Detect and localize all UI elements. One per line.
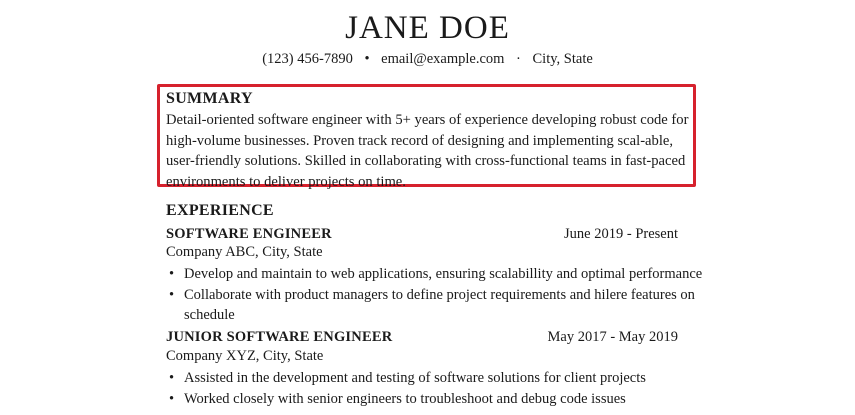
contact-separator: · xyxy=(516,51,521,67)
job-bullets xyxy=(166,264,706,326)
bullet-icon: • xyxy=(169,266,175,282)
bullet-icon: • xyxy=(169,370,175,386)
job-bullet xyxy=(166,285,706,325)
job-bullet xyxy=(166,389,706,409)
summary-text: Detail-oriented software engineer with 5+ years of experience developing robust code for high-volume businesses. Proven track record of designing and implementing scal-able, user-friendly solutions. Skilled in collaborating with cross-functional teams in fast-paced environments to deliver projects on time. xyxy=(166,112,689,190)
email-address: email@example.com xyxy=(381,51,505,67)
job-dates: June 2019 - Present xyxy=(564,226,678,242)
job-bullet-text: Collaborate with product managers to define project requirements and hilere features on schedule xyxy=(184,287,695,323)
job-bullets xyxy=(166,368,706,410)
phone-number: (123) 456-7890 xyxy=(262,51,353,67)
job-bullet xyxy=(166,368,706,388)
candidate-name: JANE DOE xyxy=(345,10,510,46)
job-company: Company ABC, City, State xyxy=(166,244,323,260)
summary-heading: SUMMARY xyxy=(166,90,253,107)
job-title: JUNIOR SOFTWARE ENGINEER xyxy=(166,329,393,345)
experience-heading: EXPERIENCE xyxy=(166,202,274,219)
location: City, State xyxy=(532,51,593,67)
job-company: Company XYZ, City, State xyxy=(166,348,324,364)
job-dates: May 2017 - May 2019 xyxy=(547,329,678,345)
job-bullet-text: Worked closely with senior engineers to troubleshoot and debug code issues xyxy=(184,391,626,407)
contact-separator: • xyxy=(364,51,370,67)
job-title: SOFTWARE ENGINEER xyxy=(166,226,332,242)
job-bullet xyxy=(166,264,706,284)
bullet-icon: • xyxy=(169,287,175,303)
job-bullet-text: Develop and maintain to web applications, ensuring scalabillity and optimal performance xyxy=(184,266,703,282)
contact-line xyxy=(0,49,855,69)
bullet-icon: • xyxy=(169,391,175,407)
job-bullet-text: Assisted in the development and testing of software solutions for client projects xyxy=(184,370,646,386)
